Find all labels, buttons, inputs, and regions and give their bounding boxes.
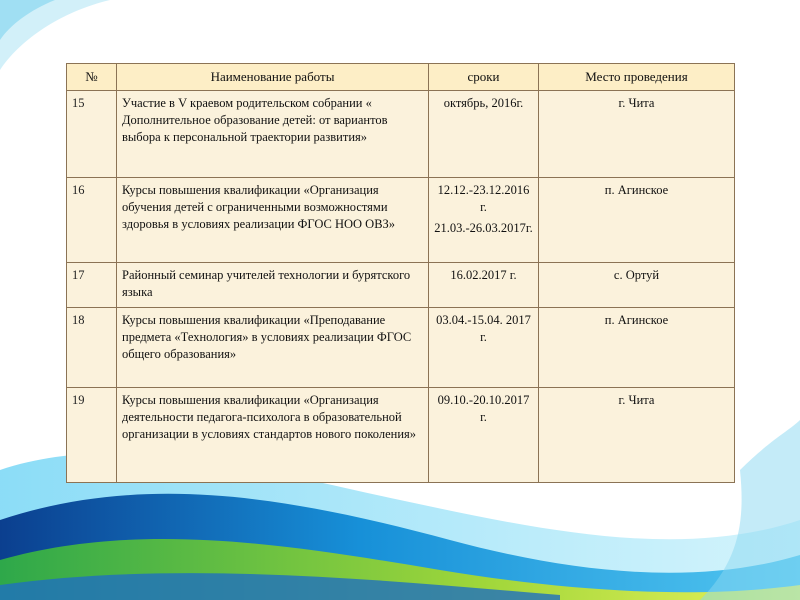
table-row	[67, 388, 735, 483]
date-range: 03.04.-15.04. 2017 г.	[436, 313, 531, 344]
table-row	[67, 308, 735, 388]
date-range: 21.03.-26.03.2017г.	[434, 221, 533, 235]
row-dates	[429, 263, 539, 308]
row-place: г. Чита	[539, 91, 735, 178]
row-number: 18	[67, 308, 117, 388]
table-row	[67, 91, 735, 178]
date-range: 09.10.-20.10.2017 г.	[437, 393, 530, 424]
row-work-name: Курсы повышения квалификации «Преподавание предмета «Технология» в условиях реализации ФГОС общего образования»	[117, 308, 429, 388]
row-work-name: Участие в V краевом родительском собрании « Дополнительное образование детей: от вариантов выбора к персональной траектории развития»	[117, 91, 429, 178]
row-place: п. Агинское	[539, 308, 735, 388]
column-header-number: №	[67, 64, 117, 91]
row-dates	[429, 388, 539, 483]
column-header-name: Наименование работы	[117, 64, 429, 91]
column-header-place: Место проведения	[539, 64, 735, 91]
column-header-dates: сроки	[429, 64, 539, 91]
row-work-name: Районный семинар учителей технологии и бурятского языка	[117, 263, 429, 308]
row-dates	[429, 91, 539, 178]
row-number: 16	[67, 178, 117, 263]
row-place: с. Ортуй	[539, 263, 735, 308]
date-range: 12.12.-23.12.2016 г.	[437, 183, 530, 214]
row-place: п. Агинское	[539, 178, 735, 263]
table-row	[67, 178, 735, 263]
row-dates	[429, 178, 539, 263]
row-number: 15	[67, 91, 117, 178]
row-work-name: Курсы повышения квалификации «Организация деятельности педагога-психолога в образовательной организации в условиях стандартов нового поколения»	[117, 388, 429, 483]
table-header-row	[67, 64, 735, 91]
date-range: октябрь, 2016г.	[443, 96, 524, 110]
row-place: г. Чита	[539, 388, 735, 483]
date-range: 16.02.2017 г.	[450, 268, 517, 282]
table-row	[67, 263, 735, 308]
row-dates	[429, 308, 539, 388]
row-number: 19	[67, 388, 117, 483]
row-work-name: Курсы повышения квалификации «Организация обучения детей с ограниченными возможностями здоровья в условиях реализации ФГОС НОО ОВЗ»	[117, 178, 429, 263]
row-number: 17	[67, 263, 117, 308]
schedule-table	[66, 63, 735, 483]
